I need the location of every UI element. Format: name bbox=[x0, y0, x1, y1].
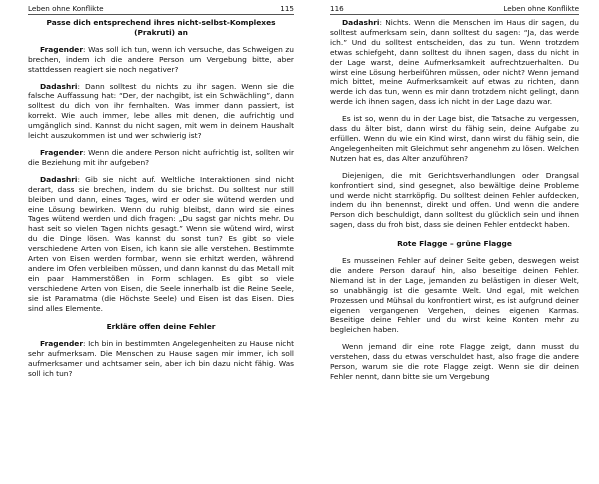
paragraph-text: : Ich bin in bestimmten Angelegenheiten zu Hause nicht sehr aufmerksam. Die Menschen zu Hause sagen mir immer, ich soll aufmerksamer und achtsamer sein, aber ich bin dazu nicht fähig. Was soll ich tun? bbox=[28, 339, 294, 379]
section-heading bbox=[28, 18, 294, 38]
paragraph bbox=[28, 175, 294, 314]
paragraph bbox=[28, 148, 294, 168]
page-header bbox=[330, 4, 579, 15]
heading-line-2: (Prakruti) an bbox=[134, 27, 188, 37]
section-heading: Erkläre offen deine Fehler bbox=[106, 322, 216, 332]
page-header bbox=[28, 4, 294, 15]
paragraph-text: : Gib sie nicht auf. Weltliche Interaktionen sind nicht derart, dass sie brechen, indem du sie brichst. Du solltest nur still bleiben und dann, eines Tages, wird er oder sie wütend werden und eine Lösung bewirken. Wenn du ruhig bleibst, dann wird sie eines Tages wütend werden und dich fragen: „Du sagst gar nichts mehr. Du hast seit so vielen Tagen nichts gesagt.” Wenn sie wütend wird, wirst du die Dinge lösen. Was kannst du sonst tun? Es gibt so viele verschiedene Arten von Eisen, ich kann sie alle verstehen. Bestimmte Arten von Eisen werden formbar, wenn sie erhitzt werden, während andere im Ofen verbleiben müssen, und dann kannst du das Metall mit ein paar Hammerstößen in Form schlagen. Es gibt so viele verschiedene Arten von Eisen, die Seele innerhalb ist die Reine Seele, sie ist Paramatma (die Höchste Seele) und Eisen ist das Eisen. Dies sind alles Elemente. bbox=[28, 174, 294, 313]
page-number: 115 bbox=[280, 4, 294, 13]
page-content bbox=[28, 18, 294, 379]
paragraph bbox=[330, 18, 579, 107]
section-heading: Rote Flagge – grüne Flagge bbox=[397, 239, 512, 249]
speaker-label: Fragender bbox=[40, 339, 83, 349]
paragraph-text: : Nichts. Wenn die Menschen im Haus dir sagen, du solltest aufmerksam sein, dann solltest du sagen: “Ja, das werde ich.” Und du solltest entscheiden, das zu tun. Wenn trotzdem etwas schiefgeht, dann solltest du ihnen sagen, dass du nicht in der Lage warst, deine Aufmerksamkeit aufrechtzuerhalten. Du wirst eine Lösung herbeiführen müssen, oder nicht? Wenn jemand mich bittet, meine Aufmerksamkeit auf etwas zu richten, dann werde ich das tun, wenn es mir dann trotzdem nicht gelingt, dann werde ich ihnen sagen, dass ich nicht in der Lage dazu war. bbox=[330, 18, 579, 107]
paragraph: Es ist so, wenn du in der Lage bist, die Tatsache zu vergessen, dass du älter bist, dann wirst du fähig sein, deine Aufgabe zu erfüllen. Wenn du wie ein Kind wirst, dann wirst du fähig sein, die Angelegenheiten mit Gleichmut sehr angenehm zu lösen. Welchen Nutzen hat es, das Alter anzuführen? bbox=[330, 114, 579, 163]
heading-line-1: Passe dich entsprechend ihres nicht-selbst-Komplexes bbox=[46, 18, 276, 27]
running-title: Leben ohne Konflikte bbox=[28, 4, 104, 13]
paragraph bbox=[28, 339, 294, 379]
speaker-label: Dadashri bbox=[40, 81, 78, 91]
paragraph bbox=[28, 82, 294, 141]
paragraph: Diejenigen, die mit Gerichtsverhandlungen oder Drangsal konfrontiert sind, sind gesegnet, also bewältige deine Probleme und werde nicht starrköpfig. Du solltest deinen Fehler aufdecken, indem du ihn benennst, direkt und offen. Und wenn die andere Person dich beschuldigt, dann solltest du glücklich sein und ihnen sagen, dass du froh bist, dass sie deinen Fehler entdeckt haben. bbox=[330, 170, 579, 230]
paragraph-text: : Wenn die andere Person nicht aufrichtig ist, sollten wir die Beziehung mit ihr aufgeben? bbox=[28, 147, 294, 167]
speaker-label: Fragender bbox=[40, 147, 83, 157]
speaker-label: Dadashri bbox=[40, 174, 78, 184]
paragraph-text: : Dann solltest du nichts zu ihr sagen. Wenn sie die falsche Auffassung hat: “Der, der nachgibt, ist ein Schwächling”, dann solltest du dich von ihr fernhalten. Was immer dann passiert, ist korrekt. Wie auch immer, lebe alles mit denen, die aufrichtig und umgänglich sind. Kannst du nicht sagen, mit wem in deinem Haushalt leicht auszukommen ist und wer schwierig ist? bbox=[28, 81, 294, 141]
paragraph: Es musseinen Fehler auf deiner Seite geben, deswegen weist die andere Person darauf hin, also beseitige deinen Fehler. Niemand ist in der Lage, jemanden zu belästigen in dieser Welt, so unabhängig ist die gesamte Welt. Und egal, mit welchen Prozessen und Mühsal du konfrontiert wirst, es ist aufgrund deiner eigenen vergangenen Vergehen, deines eigenen Karmas. Beseitige deine Fehler und du wirst keine Konten mehr zu begleichen haben. bbox=[330, 256, 579, 335]
paragraph-text: : Was soll ich tun, wenn ich versuche, das Schweigen zu brechen, indem ich die andere Person um Vergebung bitte, aber stattdessen reagiert sie noch negativer? bbox=[28, 44, 294, 74]
running-title: Leben ohne Konflikte bbox=[503, 4, 579, 13]
paragraph: Wenn jemand dir eine rote Flagge zeigt, dann musst du verstehen, dass du etwas verschuldet hast, also frage die andere Person, warum sie die rote Flagge zeigt. Wenn sie dir deinen Fehler nennt, dann bitte sie um Vergebung bbox=[330, 342, 579, 381]
speaker-label: Dadashri bbox=[342, 18, 380, 27]
paragraph bbox=[28, 45, 294, 75]
page-content bbox=[330, 18, 579, 382]
page-number: 116 bbox=[330, 4, 344, 13]
speaker-label: Fragender bbox=[40, 44, 83, 54]
right-page bbox=[300, 0, 599, 484]
